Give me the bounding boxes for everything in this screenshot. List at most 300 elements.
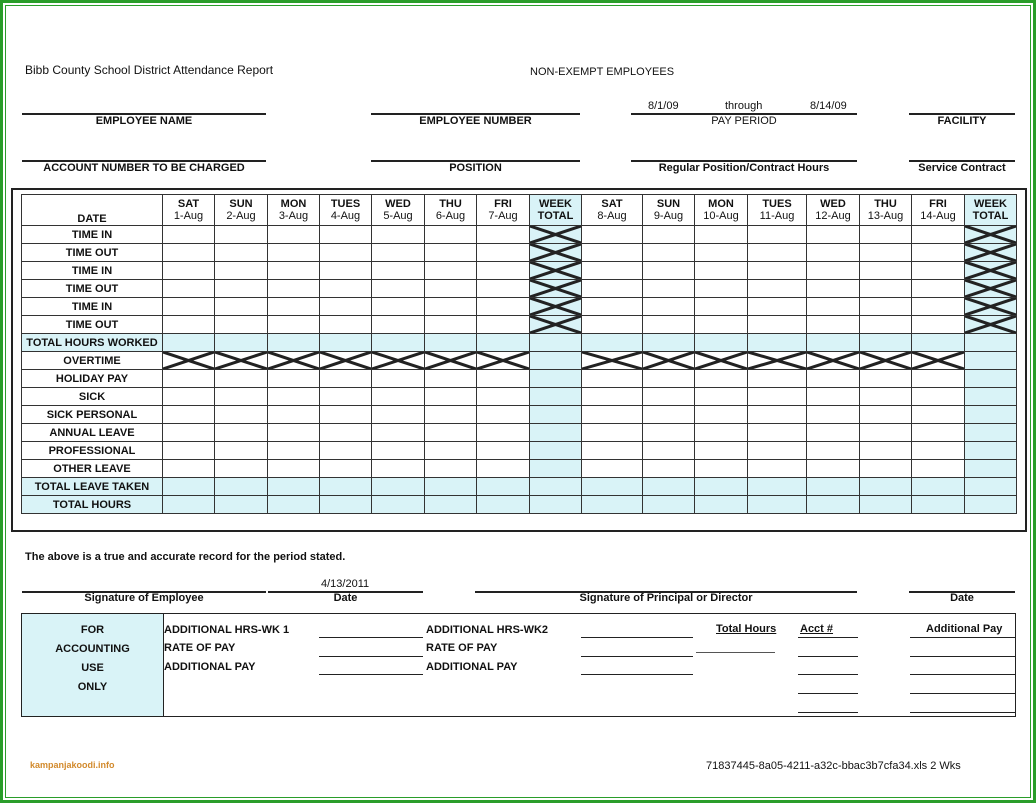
entry-cell[interactable] [477,298,530,316]
entry-cell[interactable] [695,262,748,280]
entry-cell[interactable] [268,298,320,316]
entry-cell[interactable] [582,424,643,442]
entry-cell[interactable] [425,334,477,352]
add-pay-field-1[interactable] [910,637,1016,638]
entry-cell[interactable] [748,442,807,460]
period-end: 8/14/09 [810,100,847,112]
entry-cell[interactable] [582,298,643,316]
entry-cell[interactable] [163,334,215,352]
entry-cell[interactable] [912,424,965,442]
entry-cell[interactable] [965,370,1017,388]
column-header [320,195,372,226]
entry-cell[interactable] [268,478,320,496]
entry-cell[interactable] [643,496,695,514]
entry-cell[interactable] [425,370,477,388]
acct-field-1[interactable] [798,637,858,638]
crossed-cell [215,352,268,370]
entry-cell[interactable] [320,316,372,334]
entry-cell[interactable] [530,388,582,406]
entry-cell[interactable] [695,226,748,244]
entry-cell[interactable] [860,496,912,514]
entry-cell[interactable] [372,388,425,406]
entry-cell[interactable] [582,226,643,244]
entry-cell[interactable] [912,280,965,298]
entry-cell[interactable] [320,406,372,424]
entry-cell[interactable] [912,370,965,388]
rate-of-pay-field[interactable] [319,656,423,657]
entry-cell[interactable] [643,424,695,442]
additional-hrs-wk2-field[interactable] [581,637,693,638]
entry-cell[interactable] [320,442,372,460]
entry-cell[interactable] [372,262,425,280]
entry-cell[interactable] [477,496,530,514]
entry-cell[interactable] [748,406,807,424]
entry-cell[interactable] [372,244,425,262]
entry-cell[interactable] [425,424,477,442]
entry-cell[interactable] [695,460,748,478]
crossed-cell [163,352,215,370]
entry-cell[interactable] [372,298,425,316]
total-hours-header: Total Hours [716,623,777,635]
entry-cell[interactable] [860,280,912,298]
entry-cell[interactable] [372,334,425,352]
entry-cell[interactable] [320,226,372,244]
column-day: THU [874,198,897,210]
entry-cell[interactable] [477,442,530,460]
entry-cell[interactable] [215,442,268,460]
additional-pay-field[interactable] [319,674,423,675]
entry-cell[interactable] [425,406,477,424]
column-date: 3-Aug [278,210,309,222]
entry-cell[interactable] [530,334,582,352]
entry-cell[interactable] [268,226,320,244]
entry-cell[interactable] [163,298,215,316]
entry-cell[interactable] [695,316,748,334]
crossed-cell [643,352,695,370]
entry-cell[interactable] [530,442,582,460]
entry-cell[interactable] [582,442,643,460]
entry-cell[interactable] [477,388,530,406]
entry-cell[interactable] [215,262,268,280]
entry-cell[interactable] [807,280,860,298]
entry-cell[interactable] [807,442,860,460]
entry-cell[interactable] [582,496,643,514]
entry-cell[interactable] [695,442,748,460]
entry-cell[interactable] [912,478,965,496]
entry-cell[interactable] [912,334,965,352]
entry-cell[interactable] [425,478,477,496]
entry-cell[interactable] [860,388,912,406]
entry-cell[interactable] [372,496,425,514]
row-label: HOLIDAY PAY [22,370,163,388]
entry-cell[interactable] [748,316,807,334]
entry-cell[interactable] [748,226,807,244]
entry-cell[interactable] [372,478,425,496]
entry-cell[interactable] [582,388,643,406]
entry-cell[interactable] [860,298,912,316]
entry-cell[interactable] [477,334,530,352]
entry-cell[interactable] [860,442,912,460]
entry-cell[interactable] [807,496,860,514]
entry-cell[interactable] [965,334,1017,352]
rate-of-pay2-field[interactable] [581,656,693,657]
entry-cell[interactable] [860,316,912,334]
entry-cell[interactable] [372,226,425,244]
entry-cell[interactable] [477,424,530,442]
entry-cell[interactable] [268,316,320,334]
column-header [268,195,320,226]
entry-cell[interactable] [320,334,372,352]
entry-cell[interactable] [477,370,530,388]
add-pay-field-5[interactable] [910,712,1016,713]
entry-cell[interactable] [695,424,748,442]
add-pay-field-3[interactable] [910,674,1016,675]
entry-cell[interactable] [695,496,748,514]
entry-cell[interactable] [320,460,372,478]
entry-cell[interactable] [748,262,807,280]
entry-cell[interactable] [582,370,643,388]
entry-cell[interactable] [643,226,695,244]
entry-cell[interactable] [695,244,748,262]
entry-cell[interactable] [163,280,215,298]
column-header [215,195,268,226]
entry-cell[interactable] [530,496,582,514]
entry-cell[interactable] [372,370,425,388]
add-pay-field-2[interactable] [910,656,1016,657]
entry-cell[interactable] [372,424,425,442]
entry-cell[interactable] [372,442,425,460]
accounting-line-2: ACCOUNTING [55,643,130,655]
entry-cell[interactable] [643,478,695,496]
table-row [22,316,1017,334]
entry-cell[interactable] [163,370,215,388]
entry-cell[interactable] [912,262,965,280]
row-label: TIME IN [22,298,163,316]
entry-cell[interactable] [860,478,912,496]
entry-cell[interactable] [320,298,372,316]
employee-signature-label: Signature of Employee [84,592,204,604]
entry-cell[interactable] [860,406,912,424]
rate-of-pay2-label: RATE OF PAY [426,642,498,654]
crossed-cell [530,298,582,316]
entry-cell[interactable] [748,496,807,514]
entry-cell[interactable] [268,388,320,406]
crossed-cell [965,280,1017,298]
acct-field-4[interactable] [798,693,858,694]
accounting-line-1: FOR [80,624,105,636]
additional-pay-label: ADDITIONAL PAY [164,661,256,673]
entry-cell[interactable] [860,424,912,442]
entry-cell[interactable] [320,496,372,514]
entry-cell[interactable] [320,388,372,406]
column-date: 5-Aug [383,210,413,222]
entry-cell[interactable] [748,334,807,352]
entry-cell[interactable] [215,280,268,298]
entry-cell[interactable] [215,460,268,478]
entry-cell[interactable] [215,496,268,514]
service-contract-label: Service Contract [918,162,1006,174]
column-date: 1-Aug [173,210,204,222]
entry-cell[interactable] [268,280,320,298]
entry-cell[interactable] [695,478,748,496]
entry-cell[interactable] [582,334,643,352]
entry-cell[interactable] [582,460,643,478]
entry-cell[interactable] [215,316,268,334]
crossed-cell [268,352,320,370]
entry-cell[interactable] [163,316,215,334]
total-hours-field[interactable] [696,652,775,653]
entry-cell[interactable] [320,280,372,298]
entry-cell[interactable] [695,406,748,424]
acct-field-3[interactable] [798,674,858,675]
entry-cell[interactable] [965,442,1017,460]
entry-cell[interactable] [695,334,748,352]
principal-date-label: Date [950,592,974,604]
entry-cell[interactable] [748,424,807,442]
entry-cell[interactable] [695,280,748,298]
entry-cell[interactable] [748,280,807,298]
entry-cell[interactable] [912,496,965,514]
entry-cell[interactable] [807,316,860,334]
entry-cell[interactable] [912,442,965,460]
entry-cell[interactable] [425,460,477,478]
table-row [22,334,1017,352]
entry-cell[interactable] [807,226,860,244]
entry-cell[interactable] [643,244,695,262]
entry-cell[interactable] [912,406,965,424]
entry-cell[interactable] [477,316,530,334]
entry-cell[interactable] [163,442,215,460]
accounting-section [21,613,1016,717]
entry-cell[interactable] [695,298,748,316]
entry-cell[interactable] [215,298,268,316]
entry-cell[interactable] [215,406,268,424]
date-label: DATE [77,213,107,225]
entry-cell[interactable] [530,352,582,370]
entry-cell[interactable] [912,226,965,244]
entry-cell[interactable] [163,406,215,424]
entry-cell[interactable] [268,496,320,514]
entry-cell[interactable] [643,262,695,280]
additional-hrs-wk1-field[interactable] [319,637,423,638]
entry-cell[interactable] [643,370,695,388]
entry-cell[interactable] [582,316,643,334]
acct-field-5[interactable] [798,712,858,713]
entry-cell[interactable] [860,370,912,388]
crossed-cell [912,352,965,370]
entry-cell[interactable] [477,460,530,478]
crossed-cell [860,352,912,370]
crossed-cell [965,298,1017,316]
column-header [807,195,860,226]
entry-cell[interactable] [163,262,215,280]
entry-cell[interactable] [695,388,748,406]
entry-cell[interactable] [748,370,807,388]
entry-cell[interactable] [643,298,695,316]
entry-cell[interactable] [965,460,1017,478]
entry-cell[interactable] [530,478,582,496]
entry-cell[interactable] [643,280,695,298]
entry-cell[interactable] [268,424,320,442]
entry-cell[interactable] [965,424,1017,442]
entry-cell[interactable] [748,478,807,496]
entry-cell[interactable] [807,460,860,478]
entry-cell[interactable] [425,244,477,262]
entry-cell[interactable] [860,334,912,352]
column-day: MON [280,198,307,210]
entry-cell[interactable] [215,478,268,496]
entry-cell[interactable] [695,370,748,388]
additional-pay2-field[interactable] [581,674,693,675]
entry-cell[interactable] [215,424,268,442]
entry-cell[interactable] [425,496,477,514]
entry-cell[interactable] [425,280,477,298]
entry-cell[interactable] [477,406,530,424]
entry-cell[interactable] [425,442,477,460]
entry-cell[interactable] [425,262,477,280]
accounting-use-box [22,614,164,716]
entry-cell[interactable] [912,244,965,262]
crossed-cell [530,280,582,298]
entry-cell[interactable] [748,388,807,406]
entry-cell[interactable] [320,370,372,388]
entry-cell[interactable] [163,496,215,514]
entry-cell[interactable] [807,370,860,388]
entry-cell[interactable] [215,226,268,244]
entry-cell[interactable] [477,280,530,298]
entry-cell[interactable] [477,226,530,244]
entry-cell[interactable] [807,424,860,442]
entry-cell[interactable] [748,460,807,478]
entry-cell[interactable] [372,460,425,478]
entry-cell[interactable] [477,478,530,496]
entry-cell[interactable] [912,298,965,316]
entry-cell[interactable] [530,424,582,442]
entry-cell[interactable] [268,244,320,262]
entry-cell[interactable] [860,226,912,244]
additional-pay-header: Additional Pay [926,623,1003,635]
entry-cell[interactable] [748,298,807,316]
column-day: TUES [762,198,792,210]
table-row [22,406,1017,424]
entry-cell[interactable] [965,352,1017,370]
entry-cell[interactable] [582,406,643,424]
entry-cell[interactable] [320,478,372,496]
entry-cell[interactable] [582,244,643,262]
entry-cell[interactable] [530,406,582,424]
entry-cell[interactable] [912,316,965,334]
entry-cell[interactable] [965,478,1017,496]
entry-cell[interactable] [582,478,643,496]
entry-cell[interactable] [912,460,965,478]
column-day: WED [820,198,846,210]
entry-cell[interactable] [477,262,530,280]
column-date: 2-Aug [226,210,256,222]
entry-cell[interactable] [268,406,320,424]
entry-cell[interactable] [582,280,643,298]
entry-cell[interactable] [372,280,425,298]
entry-cell[interactable] [807,388,860,406]
entry-cell[interactable] [425,388,477,406]
entry-cell[interactable] [477,244,530,262]
entry-cell[interactable] [807,406,860,424]
entry-cell[interactable] [215,388,268,406]
entry-cell[interactable] [268,460,320,478]
entry-cell[interactable] [643,406,695,424]
crossed-cell [965,226,1017,244]
entry-cell[interactable] [372,316,425,334]
signature-date-value: 4/13/2011 [321,578,370,590]
entry-cell[interactable] [807,478,860,496]
entry-cell[interactable] [215,334,268,352]
entry-cell[interactable] [912,388,965,406]
entry-cell[interactable] [807,262,860,280]
entry-cell[interactable] [163,244,215,262]
column-header [912,195,965,226]
table-row [22,460,1017,478]
table-row [22,298,1017,316]
entry-cell[interactable] [163,226,215,244]
principal-signature-label: Signature of Principal or Director [579,592,753,604]
entry-cell[interactable] [268,370,320,388]
entry-cell[interactable] [807,334,860,352]
entry-cell[interactable] [320,262,372,280]
entry-cell[interactable] [807,244,860,262]
entry-cell[interactable] [860,244,912,262]
entry-cell[interactable] [860,262,912,280]
entry-cell[interactable] [215,244,268,262]
entry-cell[interactable] [425,298,477,316]
entry-cell[interactable] [530,460,582,478]
entry-cell[interactable] [320,244,372,262]
entry-cell[interactable] [643,316,695,334]
entry-cell[interactable] [860,460,912,478]
column-day: SUN [656,198,681,210]
entry-cell[interactable] [807,298,860,316]
entry-cell[interactable] [268,262,320,280]
entry-cell[interactable] [643,460,695,478]
acct-field-2[interactable] [798,656,858,657]
entry-cell[interactable] [965,496,1017,514]
report-subtitle: NON-EXEMPT EMPLOYEES [530,66,675,78]
entry-cell[interactable] [268,442,320,460]
entry-cell[interactable] [965,406,1017,424]
column-date: TOTAL [537,210,574,222]
entry-cell[interactable] [643,388,695,406]
entry-cell[interactable] [582,262,643,280]
entry-cell[interactable] [163,460,215,478]
entry-cell[interactable] [748,244,807,262]
entry-cell[interactable] [425,226,477,244]
entry-cell[interactable] [530,370,582,388]
entry-cell[interactable] [372,406,425,424]
entry-cell[interactable] [163,424,215,442]
column-day: SUN [229,198,253,210]
entry-cell[interactable] [643,334,695,352]
add-pay-field-4[interactable] [910,693,1016,694]
row-label: TIME IN [22,226,163,244]
entry-cell[interactable] [643,442,695,460]
entry-cell[interactable] [215,370,268,388]
entry-cell[interactable] [320,424,372,442]
entry-cell[interactable] [425,316,477,334]
entry-cell[interactable] [163,478,215,496]
column-date: 12-Aug [815,210,851,222]
entry-cell[interactable] [163,388,215,406]
watermark: kampanjakoodi.info [30,760,115,770]
entry-cell[interactable] [965,388,1017,406]
entry-cell[interactable] [268,334,320,352]
